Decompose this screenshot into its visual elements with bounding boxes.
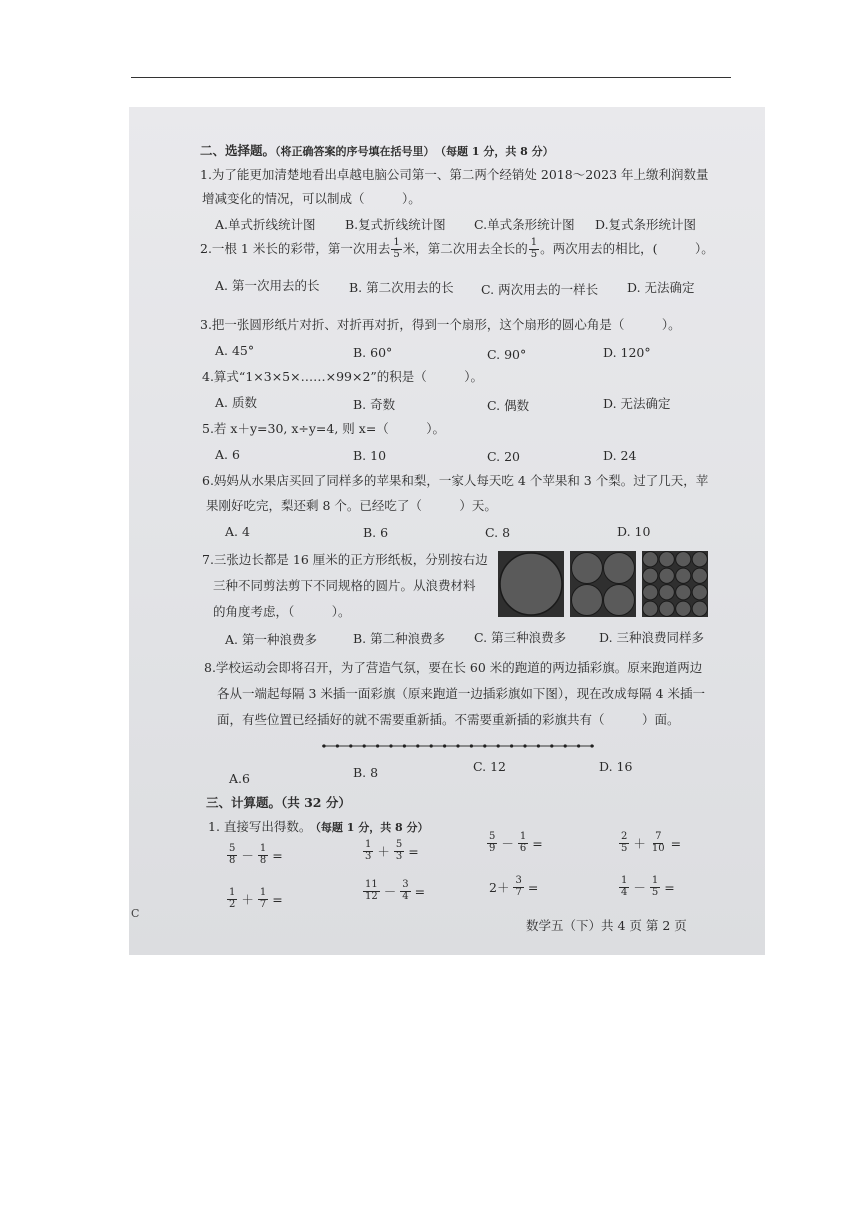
q2-frac2-numerator: 1 — [530, 237, 538, 248]
q8-option-c: C. 12 — [473, 759, 506, 774]
calc-4-a-num: 2 — [621, 831, 628, 842]
q8-flag-dot — [389, 744, 392, 747]
calc-8 — [618, 876, 675, 898]
q8-flag-dot — [537, 744, 540, 747]
q7-small-circle — [692, 552, 707, 567]
calc-8-eq: = — [664, 879, 675, 895]
calc-5-b-num: 1 — [259, 887, 267, 898]
calc-8-op: － — [633, 880, 646, 895]
q7-figure — [498, 551, 709, 617]
q4-option-c: C. 偶数 — [487, 398, 530, 413]
q8-flag-dot — [363, 744, 366, 747]
calc-8-a-den: 4 — [621, 886, 628, 898]
q6-option-a: A. 4 — [225, 524, 250, 539]
q2-option-a: A. 第一次用去的长 — [215, 278, 320, 293]
q8-flag-dot — [336, 744, 339, 747]
calc-4-b-den: 10 — [651, 842, 665, 854]
q6-option-d: D. 10 — [617, 524, 651, 539]
q7-small-circle — [676, 552, 691, 567]
q2-option-b: B. 第二次用去的长 — [349, 280, 454, 295]
margin-mark: C — [131, 907, 140, 920]
q4-option-b: B. 奇数 — [353, 397, 396, 412]
calc-3-frac-a — [487, 832, 497, 854]
q8-line3: 面，有些位置已经插好的就不需要重新插。不需要重新插的彩旗共有（ ）面。 — [217, 712, 680, 727]
q7-small-circle — [643, 552, 658, 567]
q1-option-d: D.复式条形统计图 — [595, 217, 697, 232]
calc-6-frac-b — [400, 880, 410, 902]
calc-3-a-num: 5 — [489, 831, 496, 842]
calc-8-a-num: 1 — [621, 875, 628, 886]
q7-small-circle — [676, 601, 691, 616]
q2-option-d: D. 无法确定 — [627, 280, 695, 295]
q8-flag-dot — [523, 744, 526, 747]
calc-7-whole: 2＋ — [489, 880, 510, 895]
q7-small-circle — [643, 601, 658, 616]
calc-1-eq: = — [272, 847, 283, 863]
calc-3-b-num: 1 — [519, 831, 527, 842]
q8-flag-dot — [403, 744, 406, 747]
calc-3-frac-b — [518, 832, 528, 854]
calc-4-a-den: 5 — [621, 842, 628, 854]
q7-small-circle — [643, 568, 658, 583]
q3-option-d: D. 120° — [603, 345, 651, 360]
q8-line1: 8.学校运动会即将召开，为了营造气氛，要在长 60 米的跑道的两边插彩旗。原来跑道两边 — [204, 660, 703, 675]
q1-line2: 增减变化的情况，可以制成（ ）。 — [202, 191, 421, 206]
q3-option-c: C. 90° — [487, 347, 527, 362]
q5-stem: 5.若 x＋y=30, x÷y=4, 则 x=（ ）。 — [202, 421, 446, 436]
q6-option-c: C. 8 — [485, 525, 511, 540]
calc-7 — [489, 876, 538, 898]
calc-5-frac-a — [227, 888, 237, 910]
q1-line1: 1.为了能更加清楚地看出卓越电脑公司第一、第二两个经销处 2018～2023 年上缴利润数量 — [200, 167, 709, 182]
calc-6-frac-a — [363, 880, 380, 902]
calc-7-frac-b — [513, 876, 523, 898]
q7-small-circle — [643, 585, 658, 600]
q7-small-circle — [659, 552, 674, 567]
q5-option-c: C. 20 — [487, 449, 520, 464]
q8-option-d: D. 16 — [599, 759, 633, 774]
calc-6-op: － — [383, 884, 397, 899]
section3-sub-points: （每题 1 分，共 8 分） — [315, 821, 429, 834]
q8-flag-diagram — [322, 741, 594, 751]
q6-option-b: B. 6 — [363, 525, 389, 540]
q6-line2: 果刚好吃完，梨还剩 8 个。已经吃了（ ）天。 — [206, 498, 497, 513]
q5-option-a: A. 6 — [215, 447, 240, 462]
calc-2-op: ＋ — [377, 844, 390, 859]
calc-2-eq: = — [408, 843, 419, 859]
q2-option-c: C. 两次用去的一样长 — [481, 282, 599, 297]
section3-sub-label: 1. 直接写出得数。 — [208, 819, 312, 834]
q7-small-circle — [659, 601, 674, 616]
q7-small-circle — [676, 585, 691, 600]
calc-5-a-num: 1 — [229, 887, 236, 898]
calc-1-a-den: 8 — [229, 854, 236, 866]
q8-flag-dot — [590, 744, 593, 747]
calc-1-b-num: 1 — [259, 843, 267, 854]
calc-2-frac-b — [394, 840, 404, 862]
q3-option-a: A. 45° — [215, 343, 255, 358]
calc-5-frac-b — [258, 888, 268, 910]
q4-option-a: A. 质数 — [215, 395, 257, 410]
calc-3-a-den: 9 — [489, 842, 496, 854]
section2-points: （每题 1 分，共 8 分） — [440, 145, 554, 158]
calc-8-frac-a — [619, 876, 629, 898]
calc-5-a-den: 2 — [229, 898, 236, 910]
q8-option-b: B. 8 — [353, 765, 379, 780]
q7-line2: 三种不同剪法剪下不同规格的圆片。从浪费材料 — [213, 578, 476, 593]
calc-5-op: ＋ — [241, 892, 254, 907]
calc-7-b-num: 3 — [515, 875, 522, 886]
q8-flag-dot — [497, 744, 500, 747]
calc-4 — [618, 832, 681, 854]
q8-flag-dot — [483, 744, 486, 747]
q8-flag-dot — [456, 744, 459, 747]
calc-8-frac-b — [650, 876, 660, 898]
q1-option-a: A.单式折线统计图 — [215, 217, 316, 232]
q8-flag-dot — [470, 744, 473, 747]
calc-5-b-den: 7 — [259, 898, 267, 910]
q7-square-four-circles-drawing — [570, 551, 636, 617]
q7-square-one-circle-drawing — [498, 551, 564, 617]
q7-small-circle — [692, 585, 707, 600]
q8-option-a: A.6 — [229, 771, 250, 786]
q2-stem — [200, 238, 714, 260]
q5-option-d: D. 24 — [603, 448, 637, 463]
calc-2-frac-a — [363, 840, 373, 862]
q7-small-circle — [692, 568, 707, 583]
section3-title: 三、计算题。（共 32 分） — [206, 795, 351, 810]
calc-1-b-den: 8 — [259, 854, 267, 866]
q2-frac2-denominator: 5 — [530, 248, 538, 260]
q8-flag-dot — [510, 744, 513, 747]
q8-flag-dot — [416, 744, 419, 747]
calc-2-b-den: 3 — [395, 850, 403, 862]
calc-3-eq: = — [532, 835, 543, 851]
calc-4-eq: = — [670, 835, 682, 851]
q7-square-sixteen-circles — [642, 551, 708, 617]
q8-flag-dot — [577, 744, 580, 747]
q7-small-circle — [659, 585, 674, 600]
page-footer: 数学五（下）共 4 页 第 2 页 — [526, 918, 687, 933]
q2-middle: 米，第二次用去全长的 — [402, 240, 528, 256]
calc-2 — [362, 840, 419, 862]
calc-6-eq: = — [414, 883, 426, 899]
q2-fraction-2 — [529, 238, 539, 260]
section3-sub — [208, 821, 429, 834]
q1-option-c: C.单式条形统计图 — [474, 217, 575, 232]
q3-option-b: B. 60° — [353, 345, 393, 360]
q8-flag-dot — [430, 744, 433, 747]
calc-1-a-num: 5 — [229, 843, 236, 854]
q7-option-a: A. 第一种浪费多 — [225, 632, 317, 647]
calc-2-b-num: 5 — [395, 839, 403, 850]
calc-6-b-num: 3 — [402, 879, 409, 890]
q2-prefix: 2.一根 1 米长的彩带，第一次用去 — [200, 240, 391, 256]
calc-5 — [226, 888, 283, 910]
q1-option-b: B.复式折线统计图 — [345, 217, 446, 232]
calc-8-b-num: 1 — [651, 875, 659, 886]
q7-option-c: C. 第三种浪费多 — [474, 630, 567, 645]
q7-option-d: D. 三种浪费同样多 — [599, 630, 705, 645]
q5-option-b: B. 10 — [353, 448, 387, 463]
q8-flag-dot — [550, 744, 553, 747]
q7-small-circle — [659, 568, 674, 583]
calc-4-frac-b — [650, 832, 667, 854]
calc-8-b-den: 5 — [651, 886, 659, 898]
q8-flag-dot — [443, 744, 446, 747]
q7-small-circle — [692, 601, 707, 616]
calc-3 — [486, 832, 543, 854]
q7-line1: 7.三张边长都是 16 厘米的正方形纸板，分别按右边 — [202, 552, 488, 567]
calc-1-op: － — [241, 848, 254, 863]
section2-title: 二、选择题。 — [200, 143, 276, 158]
q2-fraction-1 — [391, 238, 401, 260]
q8-flag-dot — [564, 744, 567, 747]
q7-line3: 的角度考虑，（ ）。 — [213, 604, 351, 619]
calc-6-b-den: 4 — [402, 890, 409, 902]
q8-flag-dot — [322, 744, 325, 747]
q2-suffix: 。两次用去的相比，( ）。 — [540, 240, 714, 256]
calc-1-frac-b — [258, 844, 268, 866]
q4-option-d: D. 无法确定 — [603, 396, 671, 411]
q4-stem: 4.算式“1×3×5×……×99×2”的积是（ ）。 — [202, 369, 484, 384]
calc-6 — [362, 880, 425, 902]
calc-6-a-den: 12 — [365, 890, 378, 902]
exam-page-photo — [129, 107, 765, 955]
calc-3-b-den: 6 — [519, 842, 527, 854]
calc-6-a-num: 11 — [365, 879, 378, 890]
q7-square-sixteen-circles-drawing — [642, 551, 708, 617]
calc-2-a-num: 1 — [365, 839, 372, 850]
q6-line1: 6.妈妈从水果店买回了同样多的苹果和梨，一家人每天吃 4 个苹果和 3 个梨。过了几天，苹 — [202, 473, 709, 488]
q7-small-circle — [676, 568, 691, 583]
q7-square-four-circles — [570, 551, 636, 617]
calc-4-frac-a — [619, 832, 629, 854]
q7-option-b: B. 第二种浪费多 — [353, 631, 446, 646]
section2-note: （将正确答案的序号填在括号里） — [275, 145, 435, 158]
q2-frac1-numerator: 1 — [393, 237, 400, 248]
calc-1 — [226, 844, 283, 866]
calc-4-b-num: 7 — [655, 831, 662, 842]
section2-heading — [200, 145, 554, 158]
q7-square-one-circle — [498, 551, 564, 617]
calc-4-op: ＋ — [633, 836, 646, 851]
calc-3-op: － — [501, 836, 514, 851]
q8-line2: 各从一端起每隔 3 米插一面彩旗（原来跑道一边插彩旗如下图），现在改成每隔 4 米插一 — [217, 686, 706, 701]
calc-2-a-den: 3 — [365, 850, 372, 862]
header-rule — [131, 77, 731, 78]
calc-7-b-den: 7 — [515, 886, 522, 898]
q2-frac1-denominator: 5 — [393, 248, 400, 260]
q8-flag-dot — [349, 744, 352, 747]
calc-1-frac-a — [227, 844, 237, 866]
q8-flag-dot — [376, 744, 379, 747]
calc-7-eq: = — [527, 879, 539, 895]
calc-5-eq: = — [272, 891, 283, 907]
q3-stem: 3.把一张圆形纸片对折、对折再对折，得到一个扇形，这个扇形的圆心角是（ ）。 — [200, 317, 681, 332]
